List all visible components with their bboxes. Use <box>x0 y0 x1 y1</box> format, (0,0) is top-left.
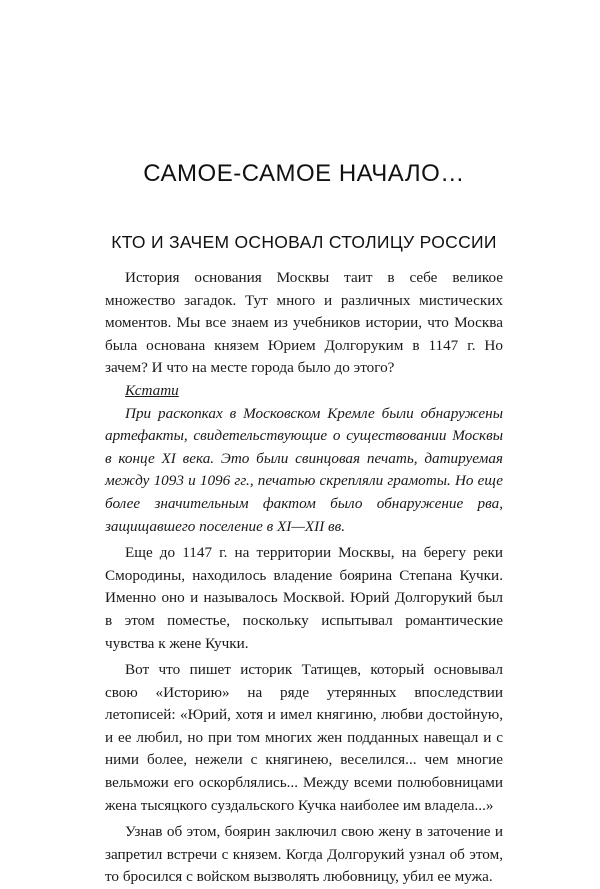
paragraph-tatishchev: Вот что пишет историк Татищев, который основывал свою «Историю» на ряде утерянных впоследствии летописей: «Юрий, хотя и имел княгиню, любви достойную, и ее любил, но при том многих жен подданных навещал и с ними более, нежели с княгинею, веселился... чем многие вельможи его оскорблялись... Между всеми полюбовницами жена тысяцкого суздальского Кучка наиболее им владела...» <box>105 661 503 814</box>
paragraph-intro: История основания Москвы таит в себе великое множество загадок. Тут много и различных мистических моментов. Мы все знаем из учебников истории, что Москва была основана князем Юрием Долгоруким в 1147 г. Но зачем? И что на месте города было до этого? <box>105 269 503 377</box>
chapter-title: САМОЕ-САМОЕ НАЧАЛО… <box>143 160 465 187</box>
aside-label: Кстати <box>125 381 179 399</box>
body-text <box>105 267 503 889</box>
section-title: КТО И ЗАЧЕМ ОСНОВАЛ СТОЛИЦУ РОССИИ <box>111 232 497 252</box>
book-page <box>105 0 503 886</box>
paragraph-conclusion: Узнав об этом, боярин заключил свою жену в заточение и запретил встречи с князем. Когда Долгорукий узнал об этом, то бросился с войском вызволять любовницу, убил ее мужа. <box>105 823 503 886</box>
paragraph-kuchka: Еще до 1147 г. на территории Москвы, на берегу реки Смородины, находилось владение боярина Степана Кучки. Именно оно и называлось Москвой. Юрий Долгорукий был в этом поместье, поскольку испытывал романтические чувства к жене Кучки. <box>105 544 503 652</box>
aside-text: При раскопках в Московском Кремле были обнаружены артефакты, свидетельствующие о существовании Москвы в конце XI века. Это были свинцовая печать, датируемая между 1093 и 1096 гг., печатью скрепляли грамоты. Но еще более значительным фактом было обнаружение рва, защищавшего поселение в XI—XII вв. <box>105 404 503 535</box>
